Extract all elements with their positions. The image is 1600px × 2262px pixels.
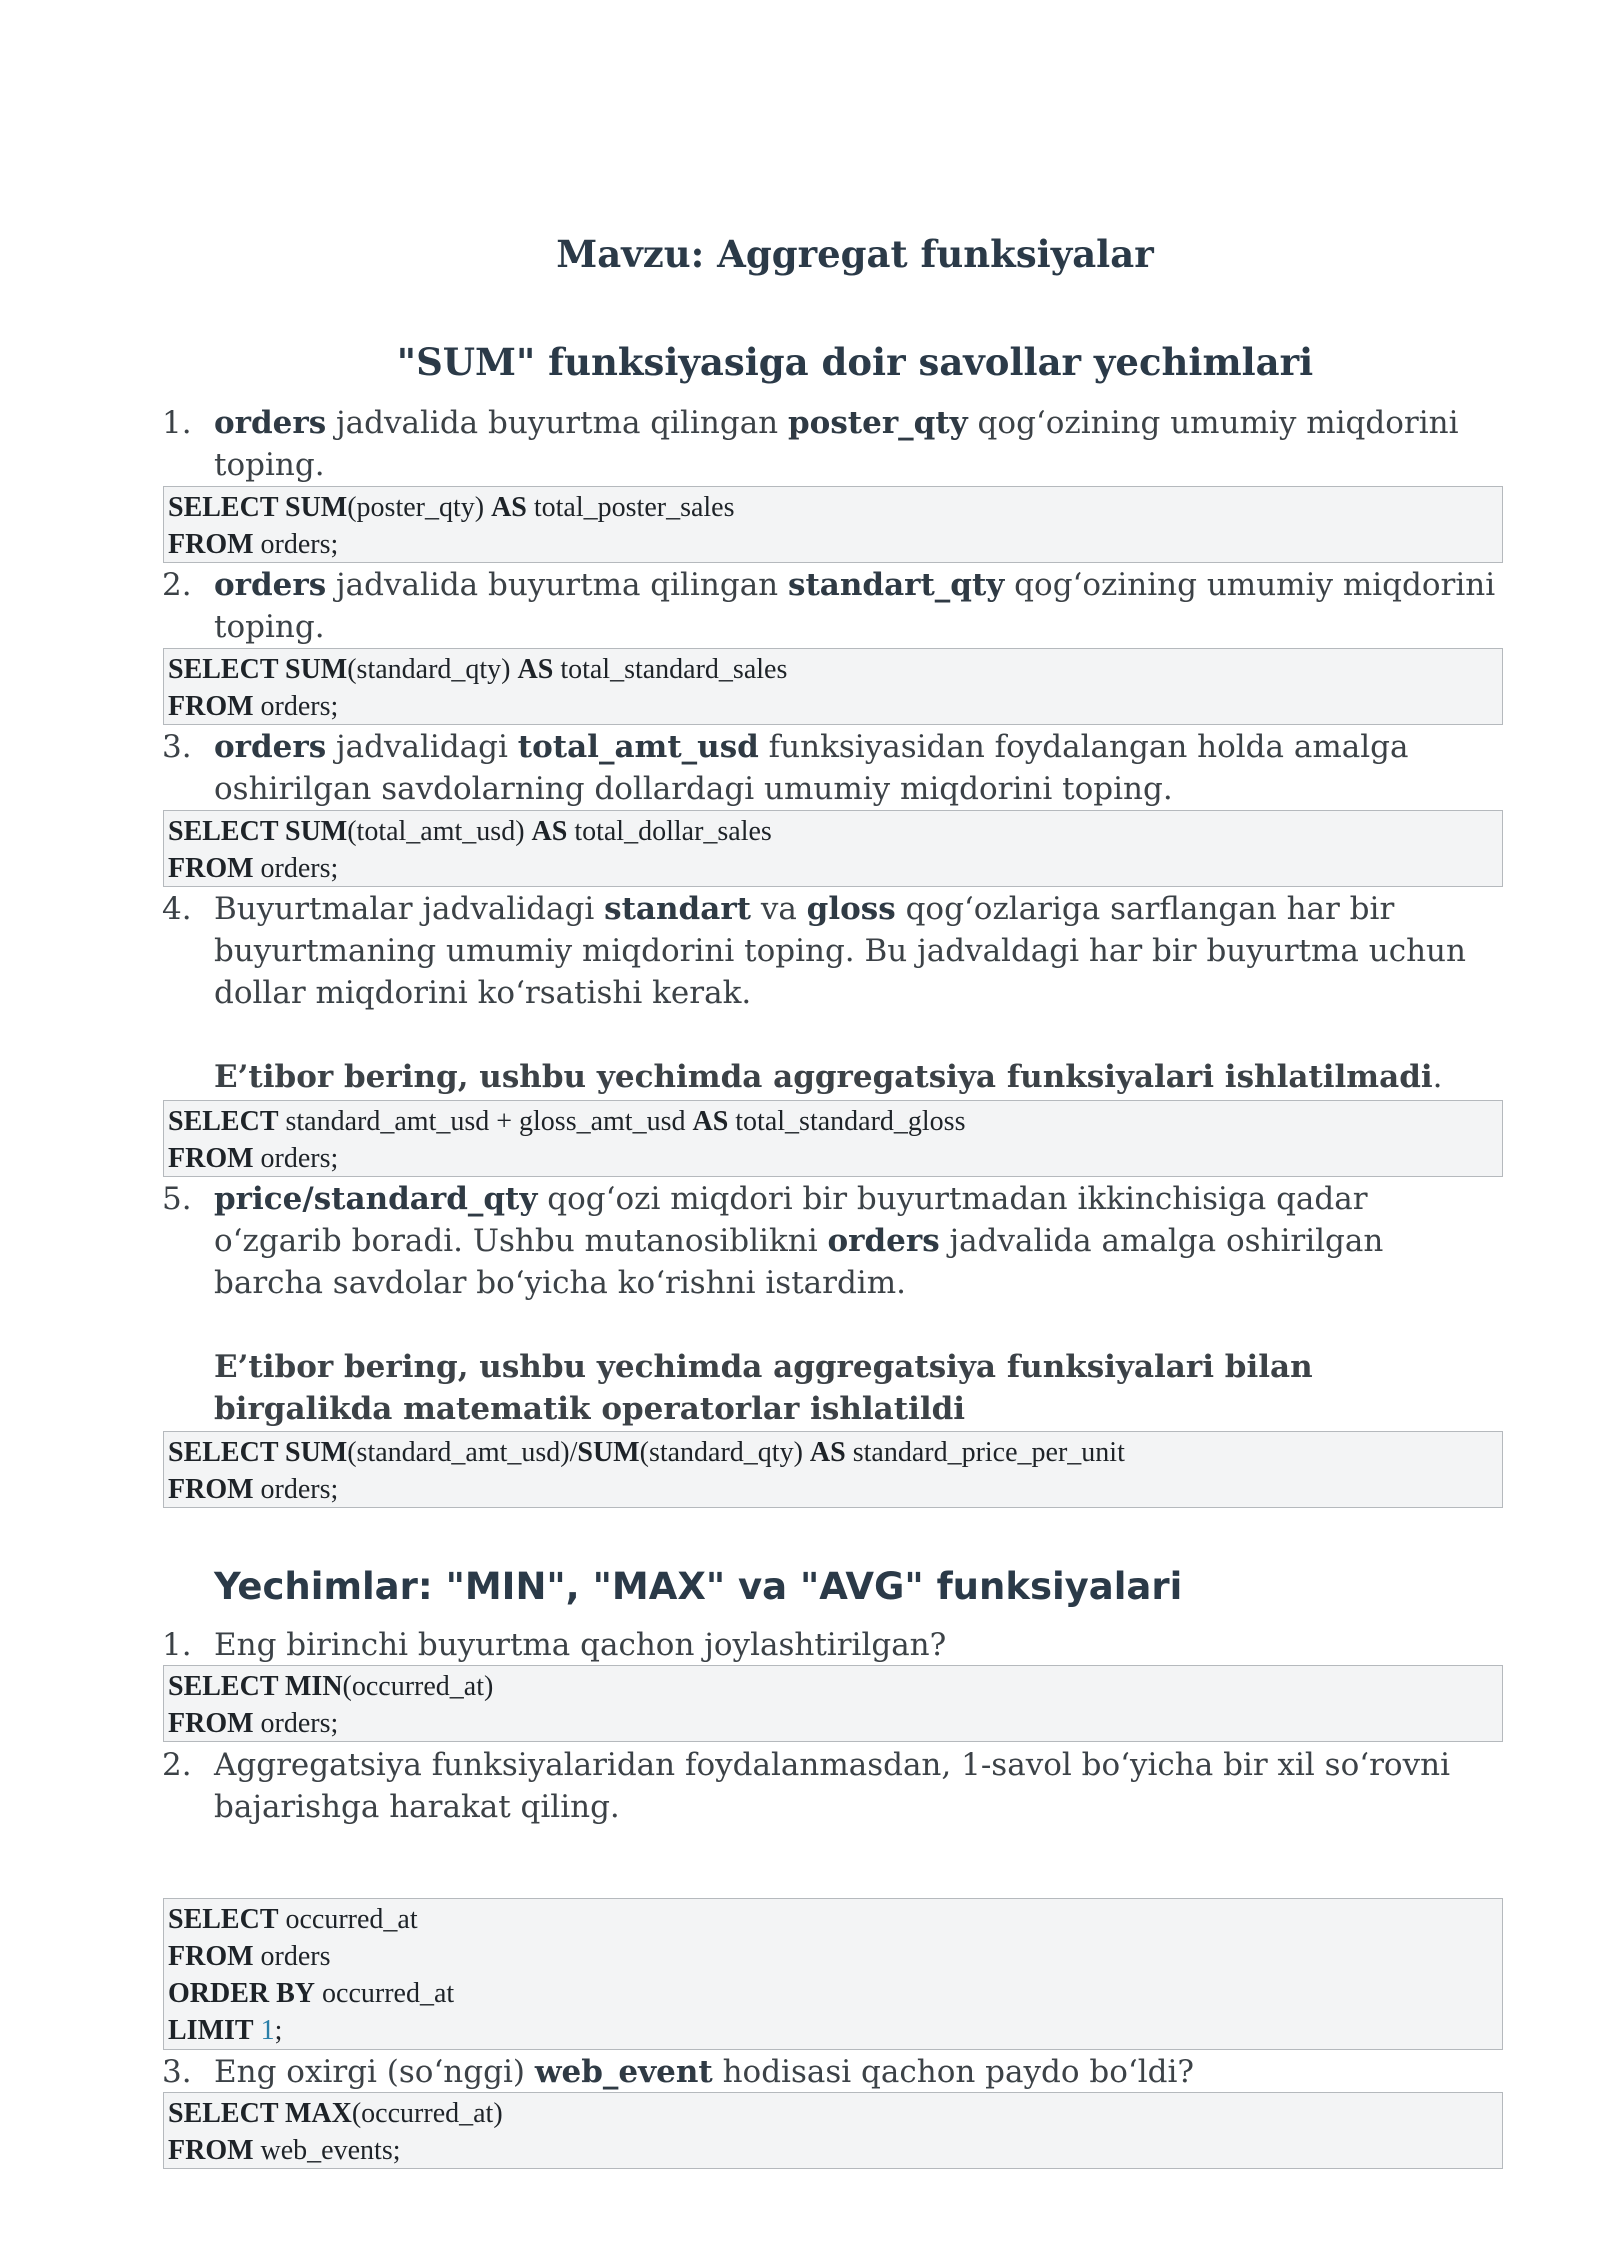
code-block: SELECT SUM(poster_qty) AS total_poster_sales FROM orders; bbox=[163, 486, 1503, 563]
code-block: SELECT standard_amt_usd + gloss_amt_usd AS total_standard_gloss FROM orders; bbox=[163, 1100, 1503, 1177]
code-block: SELECT MIN(occurred_at) FROM orders; bbox=[163, 1665, 1503, 1742]
table-name: orders bbox=[214, 405, 327, 441]
table-name: orders bbox=[214, 567, 327, 603]
question-text: qog‘ozining umumiy miqdorini toping. bbox=[214, 405, 1459, 483]
page-title: Mavzu: Aggregat funksiyalar bbox=[556, 232, 1154, 276]
question-text: qog‘ozlariga sarflangan har bir buyurtmaning umumiy miqdorini toping. Bu jadvaldagi har bir buyurtma uchun dollar miqdorini ko‘rsatishi kerak. bbox=[214, 891, 1466, 1011]
question-number: 1. bbox=[162, 405, 192, 441]
table-name: orders bbox=[827, 1223, 940, 1259]
question-text: va bbox=[750, 891, 807, 927]
question-text: funksiyasidan foydalangan holda amalga oshirilgan savdolarning dollardagi umumiy miqdorini toping. bbox=[214, 729, 1409, 807]
note-text: E’tibor bering, ushbu yechimda aggregatsiya funksiyalari bilan birgalikda matematik operatorlar ishlatildi bbox=[214, 1349, 1313, 1427]
question-4: 4. Buyurtmalar jadvalidagi standart va gloss qog‘ozlariga sarflangan har bir buyurtmaning umumiy miqdorini toping. Bu jadvaldagi har bir buyurtma uchun dollar miqdorini ko‘rsatishi kerak. E’tibor bering, ushbu yechimda aggregatsiya funksiyalari ishlatilmadi. bbox=[162, 888, 1502, 1098]
code-block: SELECT MAX(occurred_at) FROM web_events; bbox=[163, 2092, 1503, 2169]
code-block: SELECT SUM(standard_amt_usd)/SUM(standard_qty) AS standard_price_per_unit FROM orders; bbox=[163, 1431, 1503, 1508]
question-3 bbox=[162, 2051, 1502, 2093]
question-text: qog‘ozining umumiy miqdorini toping. bbox=[214, 567, 1496, 645]
column-name: price/standard_qty bbox=[214, 1181, 538, 1217]
table-name: web_event bbox=[534, 2054, 713, 2090]
question-2 bbox=[162, 564, 1502, 648]
table-name: orders bbox=[214, 729, 327, 765]
question-number: 3. bbox=[162, 2054, 192, 2090]
question-number: 5. bbox=[162, 1181, 192, 1217]
column-name: gloss bbox=[806, 891, 896, 927]
question-5 bbox=[162, 1178, 1502, 1430]
question-2 bbox=[162, 1744, 1502, 1828]
question-3 bbox=[162, 726, 1502, 810]
question-text: qog‘ozi miqdori bir buyurtmadan ikkinchisiga qadar o‘zgarib boradi. Ushbu mutanosiblikni bbox=[214, 1181, 1368, 1259]
question-number: 2. bbox=[162, 1747, 192, 1783]
question-text: Buyurtmalar jadvalidagi bbox=[214, 891, 605, 927]
question-text: jadvalida amalga oshirilgan barcha savdolar bo‘yicha ko‘rishni istardim. bbox=[214, 1223, 1384, 1301]
column-name: total_amt_usd bbox=[517, 729, 759, 765]
question-number: 2. bbox=[162, 567, 192, 603]
section-title-min-max-avg: Yechimlar: "MIN", "MAX" va "AVG" funksiyalari bbox=[214, 1565, 1183, 1608]
question-text: jadvalida buyurtma qilingan bbox=[326, 405, 788, 441]
question-text: Eng birinchi buyurtma qachon joylashtirilgan? bbox=[214, 1627, 947, 1663]
question-number: 3. bbox=[162, 729, 192, 765]
question-1 bbox=[162, 1624, 1502, 1666]
column-name: poster_qty bbox=[788, 405, 968, 441]
code-block: SELECT occurred_at FROM orders ORDER BY occurred_at LIMIT 1; bbox=[163, 1898, 1503, 2050]
question-number: 4. bbox=[162, 891, 192, 927]
code-block: SELECT SUM(total_amt_usd) AS total_dollar_sales FROM orders; bbox=[163, 810, 1503, 887]
column-name: standart bbox=[604, 891, 751, 927]
question-text: Aggregatsiya funksiyalaridan foydalanmasdan, 1-savol bo‘yicha bir xil so‘rovni bajarishga harakat qiling. bbox=[214, 1747, 1450, 1825]
question-text: hodisasi qachon paydo bo‘ldi? bbox=[712, 2054, 1195, 2090]
section-title-sum: "SUM" funksiyasiga doir savollar yechimlari bbox=[396, 340, 1314, 384]
question-1 bbox=[162, 402, 1502, 486]
question-number: 1. bbox=[162, 1627, 192, 1663]
question-text: jadvalida buyurtma qilingan bbox=[326, 567, 788, 603]
code-block: SELECT SUM(standard_qty) AS total_standard_sales FROM orders; bbox=[163, 648, 1503, 725]
question-text: Eng oxirgi (so‘nggi) bbox=[214, 2054, 535, 2090]
note-text: E’tibor bering, ushbu yechimda aggregatsiya funksiyalari ishlatilmadi bbox=[214, 1059, 1433, 1095]
column-name: standart_qty bbox=[788, 567, 1005, 603]
question-text: jadvalidagi bbox=[326, 729, 518, 765]
